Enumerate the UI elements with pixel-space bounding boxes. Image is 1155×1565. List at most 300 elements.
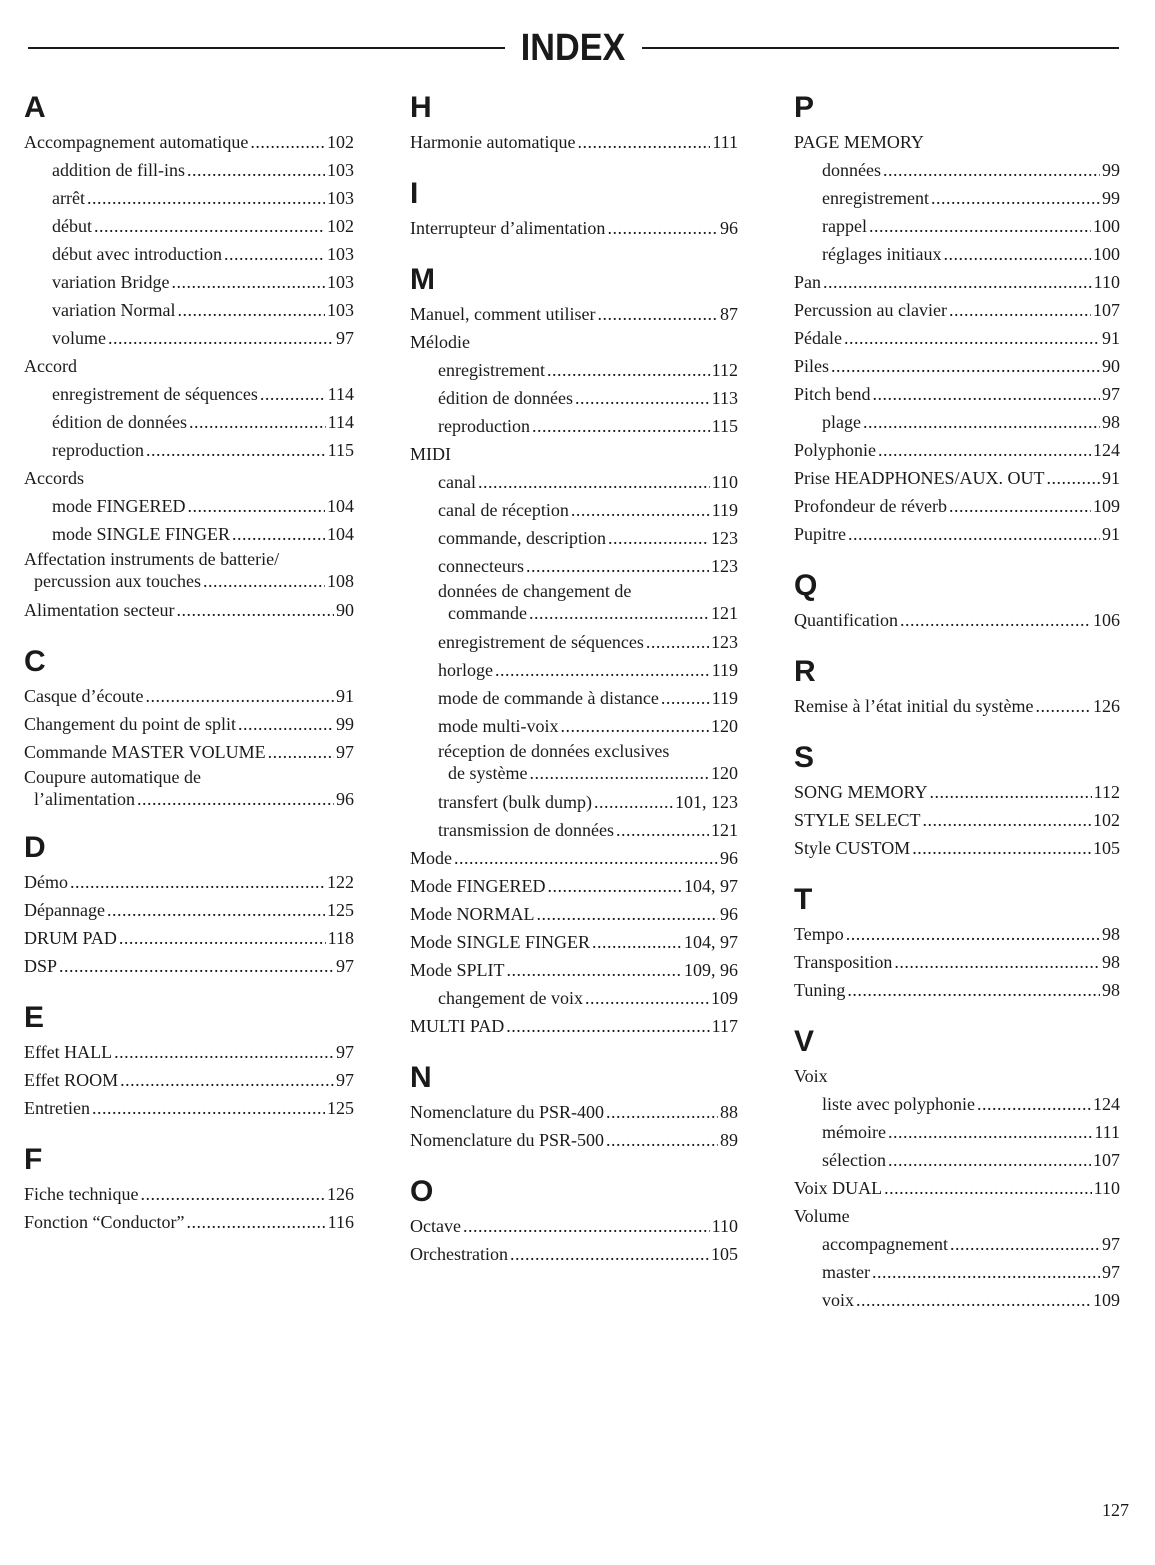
entry-text: Casque d’écoute	[24, 686, 144, 706]
dot-leader	[923, 806, 1092, 834]
entry-text: mode FINGERED	[52, 496, 186, 516]
index-entry	[24, 548, 354, 592]
entry-page: 101, 123	[675, 792, 738, 812]
index-entry	[794, 1146, 1120, 1174]
index-entry	[410, 1126, 738, 1154]
dot-leader	[888, 1118, 1092, 1146]
entry-page: 120	[711, 763, 738, 783]
index-entry	[410, 356, 738, 384]
dot-leader	[884, 1174, 1091, 1202]
entry-page: 123	[711, 556, 738, 576]
dot-leader	[108, 324, 334, 352]
entry-page: 108	[327, 571, 354, 591]
entry-page: 123	[711, 528, 738, 548]
entry-page: 97	[336, 1042, 354, 1062]
entry-text: Mode FINGERED	[410, 876, 546, 896]
index-entry	[794, 1202, 1120, 1230]
section-letter: C	[24, 645, 46, 678]
index-entry	[794, 436, 1120, 464]
dot-leader	[869, 212, 1091, 240]
dot-leader	[268, 738, 334, 766]
entry-text: addition de fill-ins	[52, 160, 185, 180]
dot-leader	[888, 1146, 1091, 1174]
entry-page: 113	[711, 388, 738, 408]
index-section	[24, 88, 354, 624]
index-section	[410, 88, 738, 156]
index-entry	[410, 656, 738, 684]
index-entry	[410, 1098, 738, 1126]
dot-leader	[119, 924, 326, 952]
entry-text: PAGE MEMORY	[794, 132, 924, 152]
entry-text: SONG MEMORY	[794, 782, 928, 802]
index-entry	[410, 384, 738, 412]
entry-page: 125	[327, 900, 354, 920]
index-entry	[410, 628, 738, 656]
dot-leader	[848, 520, 1100, 548]
dot-leader	[188, 492, 326, 520]
dot-leader	[592, 928, 682, 956]
entry-page: 97	[1102, 1262, 1120, 1282]
entry-page: 119	[711, 660, 738, 680]
entry-page: 125	[327, 1098, 354, 1118]
entry-text: Dépannage	[24, 900, 105, 920]
index-entry	[794, 184, 1120, 212]
index-entry	[24, 156, 354, 184]
entry-text: Voix DUAL	[794, 1178, 883, 1198]
entry-page: 115	[327, 440, 354, 460]
entry-text: reproduction	[52, 440, 144, 460]
entry-page: 121	[711, 820, 738, 840]
index-entry	[794, 1286, 1120, 1314]
entry-text: Remise à l’état initial du système	[794, 696, 1034, 716]
entry-page: 105	[711, 1244, 738, 1264]
index-section	[410, 1172, 738, 1268]
entry-page: 90	[1102, 356, 1120, 376]
entry-text: Octave	[410, 1216, 461, 1236]
dot-leader	[140, 1180, 325, 1208]
index-entry	[794, 1062, 1120, 1090]
entry-page: 104, 97	[684, 876, 738, 896]
dot-leader	[92, 1094, 325, 1122]
dot-leader	[847, 976, 1100, 1004]
entry-page: 114	[327, 412, 354, 432]
entry-text: liste avec polyphonie	[822, 1094, 975, 1114]
dot-leader	[187, 156, 325, 184]
index-entry	[24, 896, 354, 924]
dot-leader	[575, 384, 710, 412]
index-entry	[794, 1118, 1120, 1146]
dot-leader	[537, 900, 719, 928]
entry-text-continued: percussion aux touches	[34, 571, 201, 591]
dot-leader	[478, 468, 710, 496]
entry-text: reproduction	[438, 416, 530, 436]
dot-leader	[943, 240, 1091, 268]
index-entry	[24, 212, 354, 240]
entry-text: Accord	[24, 356, 77, 376]
index-entry	[794, 920, 1120, 948]
entry-text: horloge	[438, 660, 493, 680]
entry-text: mémoire	[822, 1122, 886, 1142]
entry-text: Transposition	[794, 952, 893, 972]
entry-page: 98	[1102, 924, 1120, 944]
entry-text: enregistrement de séquences	[52, 384, 258, 404]
entry-text: variation Bridge	[52, 272, 170, 292]
index-entry	[410, 128, 738, 156]
entry-text: mode SINGLE FINGER	[52, 524, 230, 544]
index-entry	[410, 1012, 738, 1040]
dot-leader	[863, 408, 1100, 436]
dot-leader	[878, 436, 1091, 464]
section-letter: H	[410, 91, 432, 124]
index-entry	[794, 1174, 1120, 1202]
index-entry	[24, 324, 354, 352]
entry-page: 120	[711, 716, 738, 736]
entry-text: connecteurs	[438, 556, 524, 576]
entry-text: Profondeur de réverb	[794, 496, 947, 516]
index-entry	[24, 1038, 354, 1066]
dot-leader	[872, 1258, 1100, 1286]
entry-page: 109, 96	[684, 960, 738, 980]
dot-leader	[510, 1240, 709, 1268]
index-entry	[410, 984, 738, 1012]
dot-leader	[571, 496, 710, 524]
dot-leader	[146, 436, 326, 464]
entry-page: 91	[1102, 524, 1120, 544]
dot-leader	[59, 952, 334, 980]
entry-text: édition de données	[438, 388, 573, 408]
dot-leader	[120, 1066, 334, 1094]
index-entry	[410, 816, 738, 844]
dot-leader	[114, 1038, 334, 1066]
index-entry	[24, 184, 354, 212]
entry-page: 126	[1093, 696, 1120, 716]
index-section	[410, 260, 738, 1040]
dot-leader	[70, 868, 325, 896]
index-entry	[24, 268, 354, 296]
index-entry	[410, 1212, 738, 1240]
index-entry	[24, 352, 354, 380]
entry-page: 102	[327, 132, 354, 152]
index-entry	[794, 1258, 1120, 1286]
dot-leader	[930, 778, 1092, 806]
index-entry	[410, 712, 738, 740]
index-entry	[24, 710, 354, 738]
dot-leader	[597, 300, 718, 328]
index-entry	[24, 1180, 354, 1208]
index-entry	[410, 214, 738, 242]
dot-leader	[260, 380, 326, 408]
index-section	[794, 652, 1120, 720]
entry-text: mode de commande à distance	[438, 688, 659, 708]
index-entry	[24, 952, 354, 980]
entry-text-continued: de système	[448, 763, 528, 783]
entry-text: réception de données exclusives	[438, 741, 670, 761]
entry-text: canal	[438, 472, 476, 492]
entry-page: 96	[720, 904, 738, 924]
index-entry	[410, 684, 738, 712]
dot-leader	[931, 184, 1100, 212]
index-entry	[794, 464, 1120, 492]
entry-page: 103	[327, 272, 354, 292]
entry-page: 102	[1093, 810, 1120, 830]
dot-leader	[186, 1208, 325, 1236]
index-entry	[410, 440, 738, 468]
index-entry	[794, 240, 1120, 268]
section-letter: S	[794, 741, 815, 774]
entry-text: Mode	[410, 848, 452, 868]
entry-text: mode multi-voix	[438, 716, 559, 736]
entry-text: début	[52, 216, 92, 236]
dot-leader	[844, 324, 1100, 352]
dot-leader	[912, 834, 1091, 862]
entry-page: 109	[1093, 496, 1120, 516]
index-entry	[410, 412, 738, 440]
entry-text: Mode NORMAL	[410, 904, 535, 924]
section-letter: V	[794, 1025, 815, 1058]
dot-leader	[506, 1012, 709, 1040]
entry-text: Percussion au clavier	[794, 300, 947, 320]
entry-page: 99	[1102, 188, 1120, 208]
dot-leader	[232, 520, 325, 548]
entry-page: 117	[711, 1016, 738, 1036]
dot-leader	[606, 1126, 718, 1154]
entry-text: Pédale	[794, 328, 842, 348]
index-entry	[794, 806, 1120, 834]
entry-page: 98	[1102, 952, 1120, 972]
entry-text: commande, description	[438, 528, 606, 548]
entry-text: début avec introduction	[52, 244, 222, 264]
entry-text: Tempo	[794, 924, 844, 944]
index-entry	[410, 496, 738, 524]
entry-text: volume	[52, 328, 106, 348]
entry-page: 110	[1093, 272, 1120, 292]
index-entry	[24, 682, 354, 710]
entry-text: accompagnement	[822, 1234, 948, 1254]
index-entry	[24, 520, 354, 548]
index-entry	[410, 928, 738, 956]
entry-page: 89	[720, 1130, 738, 1150]
entry-page: 112	[1093, 782, 1120, 802]
section-letter: D	[24, 831, 46, 864]
entry-page: 111	[712, 132, 738, 152]
index-entry	[794, 606, 1120, 634]
entry-page: 97	[336, 742, 354, 762]
index-entry	[794, 492, 1120, 520]
entry-text: Quantification	[794, 610, 898, 630]
entry-text: Voix	[794, 1066, 828, 1086]
entry-page: 111	[1094, 1122, 1120, 1142]
dot-leader	[87, 184, 325, 212]
index-entry	[794, 976, 1120, 1004]
entry-text: Effet ROOM	[24, 1070, 119, 1090]
index-entry	[410, 552, 738, 580]
entry-text: DSP	[24, 956, 58, 976]
entry-page: 88	[720, 1102, 738, 1122]
dot-leader	[171, 268, 325, 296]
entry-page: 97	[1102, 1234, 1120, 1254]
dot-leader	[561, 712, 710, 740]
dot-leader	[831, 352, 1100, 380]
entry-page: 123	[711, 632, 738, 652]
entry-page: 107	[1093, 300, 1120, 320]
entry-text: Commande MASTER VOLUME	[24, 742, 266, 762]
entry-text: Fonction “Conductor”	[24, 1212, 185, 1232]
dot-leader	[661, 684, 710, 712]
index-entry	[794, 834, 1120, 862]
dot-leader	[950, 1230, 1100, 1258]
index-entry	[24, 1066, 354, 1094]
dot-leader	[529, 602, 709, 624]
entry-text: changement de voix	[438, 988, 583, 1008]
entry-page: 116	[327, 1212, 354, 1232]
index-entry	[794, 380, 1120, 408]
index-entry	[24, 436, 354, 464]
dot-leader	[526, 552, 709, 580]
index-entry	[794, 1230, 1120, 1258]
entry-text: Alimentation secteur	[24, 600, 175, 620]
dot-leader	[107, 896, 325, 924]
entry-page: 97	[1102, 384, 1120, 404]
entry-text: Nomenclature du PSR-400	[410, 1102, 604, 1122]
entry-page: 103	[327, 300, 354, 320]
index-entry	[410, 956, 738, 984]
dot-leader	[94, 212, 325, 240]
dot-leader	[177, 296, 325, 324]
dot-leader	[189, 408, 326, 436]
entry-page: 96	[720, 218, 738, 238]
dot-leader	[646, 628, 709, 656]
entry-text: transmission de données	[438, 820, 614, 840]
dot-leader	[507, 956, 683, 984]
index-entry	[24, 924, 354, 952]
entry-text: enregistrement de séquences	[438, 632, 644, 652]
entry-page: 99	[336, 714, 354, 734]
dot-leader	[1035, 692, 1091, 720]
index-section	[24, 998, 354, 1122]
entry-text: rappel	[822, 216, 867, 236]
entry-page: 124	[1093, 1094, 1120, 1114]
entry-page: 103	[327, 160, 354, 180]
dot-leader	[949, 492, 1091, 520]
dot-leader	[894, 948, 1100, 976]
entry-text: voix	[822, 1290, 855, 1310]
entry-text: plage	[822, 412, 861, 432]
dot-leader	[224, 240, 325, 268]
entry-text: sélection	[822, 1150, 886, 1170]
entry-page: 121	[711, 603, 738, 623]
section-letter: A	[24, 91, 46, 124]
entry-text: Accords	[24, 468, 84, 488]
entry-text: enregistrement	[822, 188, 929, 208]
entry-page: 100	[1093, 216, 1120, 236]
dot-leader	[846, 920, 1100, 948]
section-letter: E	[24, 1001, 45, 1034]
dot-leader	[873, 380, 1101, 408]
entry-page: 106	[1093, 610, 1120, 630]
index-section	[410, 174, 738, 242]
entry-page: 104, 97	[684, 932, 738, 952]
section-letter: Q	[794, 569, 818, 602]
dot-leader	[495, 656, 710, 684]
index-column-3	[794, 88, 1120, 1332]
index-entry	[24, 1208, 354, 1236]
entry-text: MIDI	[410, 444, 451, 464]
dot-leader	[977, 1090, 1091, 1118]
index-entry	[410, 740, 738, 784]
dot-leader	[548, 872, 683, 900]
entry-page: 126	[327, 1184, 354, 1204]
dot-leader	[238, 710, 334, 738]
entry-text: Changement du point de split	[24, 714, 236, 734]
dot-leader	[547, 356, 710, 384]
index-entry	[794, 128, 1120, 156]
page-title: INDEX	[521, 26, 626, 69]
entry-text: Piles	[794, 356, 830, 376]
entry-text: Accompagnement automatique	[24, 132, 249, 152]
dot-leader	[856, 1286, 1091, 1314]
index-entry	[410, 788, 738, 816]
entry-page: 118	[327, 928, 354, 948]
entry-page: 99	[1102, 160, 1120, 180]
entry-text: Pan	[794, 272, 821, 292]
entry-text: Tuning	[794, 980, 846, 1000]
entry-text: réglages initiaux	[822, 244, 942, 264]
index-entry	[24, 464, 354, 492]
header-rule-left	[28, 47, 505, 49]
index-entry	[24, 596, 354, 624]
index-entry	[24, 380, 354, 408]
entry-page: 98	[1102, 412, 1120, 432]
section-letter: R	[794, 655, 816, 688]
index-entry	[794, 948, 1120, 976]
index-entry	[410, 1240, 738, 1268]
index-section	[24, 828, 354, 980]
index-entry	[410, 900, 738, 928]
dot-leader	[900, 606, 1091, 634]
entry-text: Style CUSTOM	[794, 838, 911, 858]
entry-text: édition de données	[52, 412, 187, 432]
entry-text: Interrupteur d’alimentation	[410, 218, 606, 238]
dot-leader	[145, 682, 334, 710]
index-entry	[24, 738, 354, 766]
entry-text: données de changement de	[438, 581, 632, 601]
entry-text: canal de réception	[438, 500, 569, 520]
entry-page: 104	[327, 524, 354, 544]
entry-text: master	[822, 1262, 870, 1282]
index-entry	[24, 766, 354, 810]
dot-leader	[594, 788, 673, 816]
index-entry	[794, 408, 1120, 436]
entry-text: Affectation instruments de batterie/	[24, 549, 280, 569]
index-entry	[794, 268, 1120, 296]
dot-leader	[1047, 464, 1101, 492]
entry-text: Mode SINGLE FINGER	[410, 932, 590, 952]
entry-text: Mélodie	[410, 332, 470, 352]
dot-leader	[823, 268, 1092, 296]
entry-page: 96	[336, 789, 354, 809]
index-entry	[794, 520, 1120, 548]
index-entry	[794, 324, 1120, 352]
entry-text: enregistrement	[438, 360, 545, 380]
section-letter: F	[24, 1143, 43, 1176]
entry-page: 97	[336, 1070, 354, 1090]
index-entry	[410, 328, 738, 356]
index-entry	[794, 1090, 1120, 1118]
index-entry	[410, 468, 738, 496]
entry-text: Mode SPLIT	[410, 960, 505, 980]
dot-leader	[137, 788, 334, 810]
index-entry	[410, 524, 738, 552]
